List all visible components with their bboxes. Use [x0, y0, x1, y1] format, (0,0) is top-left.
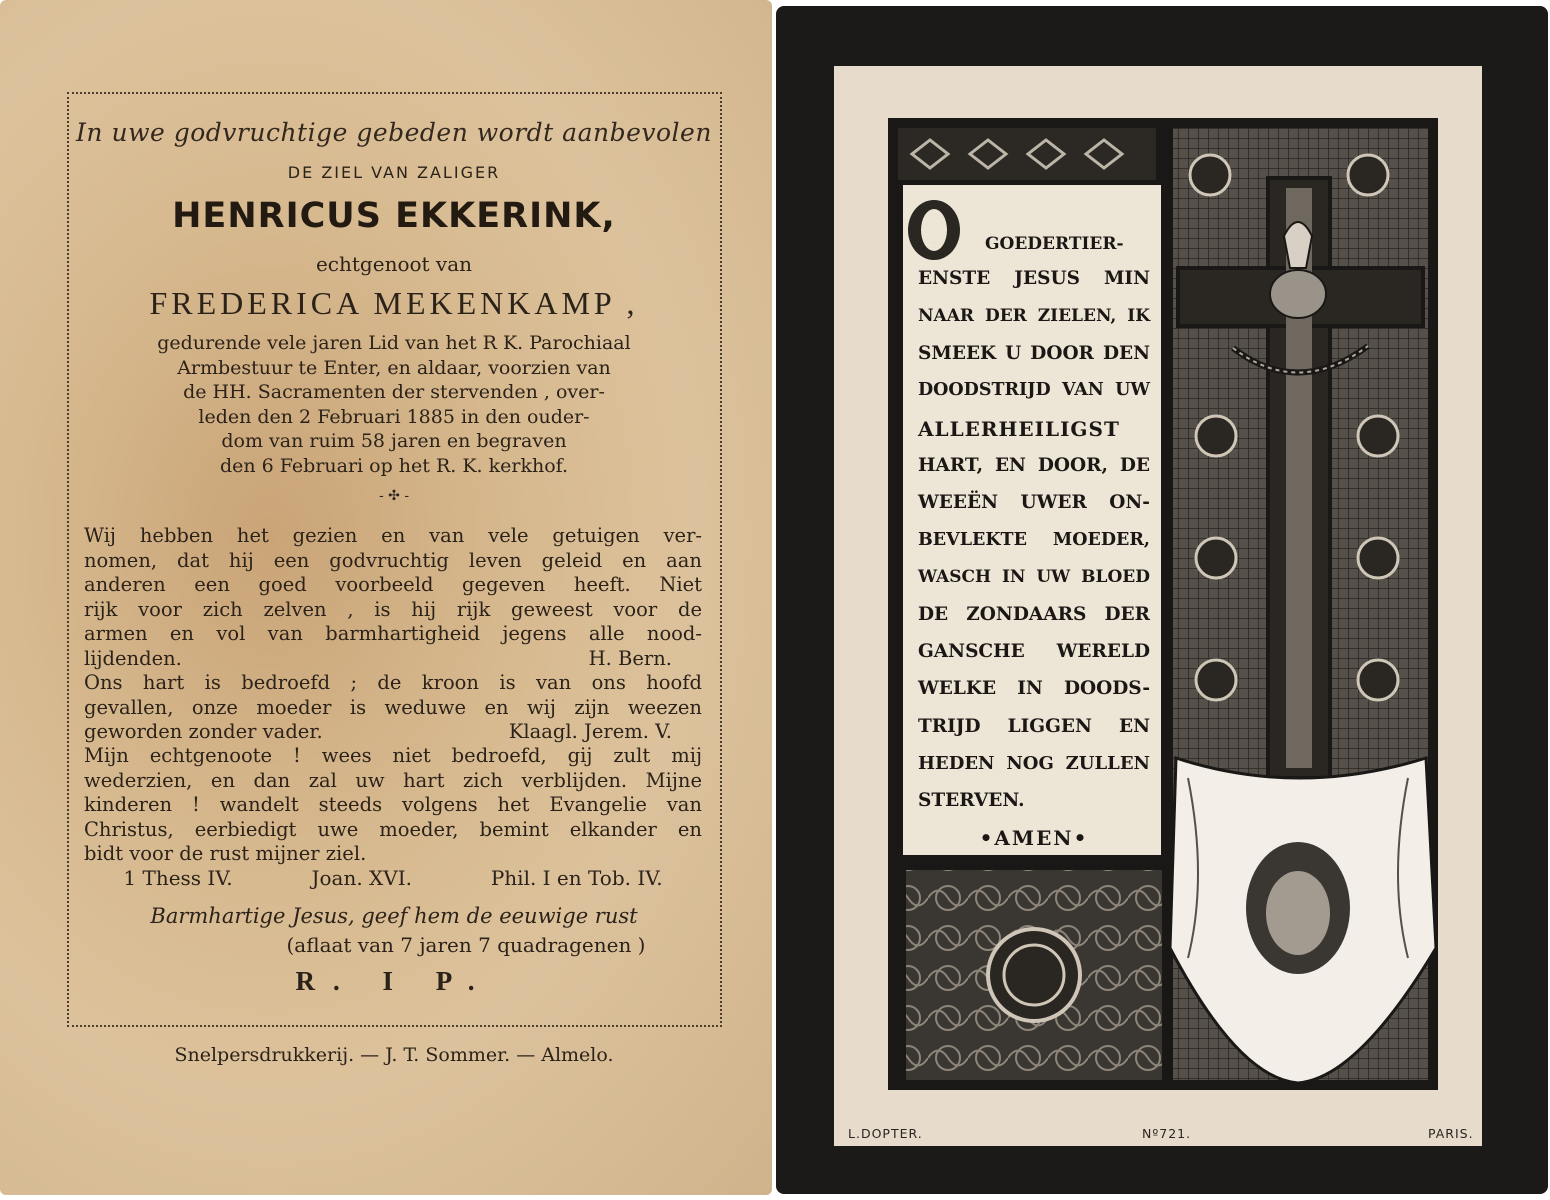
prayer-line: TRIJD LIGGEN EN: [918, 716, 1150, 737]
clover-medallion: [988, 929, 1080, 1021]
text-line: Ons hart is bedroefd ; de kroon is van ons hoofd: [84, 671, 702, 694]
text-line: rijk voor zich zelven , is hij rijk geweest voor de: [84, 597, 702, 621]
prayer-line: WELKE IN DOODS-: [918, 678, 1150, 699]
bio-line: Armbestuur te Enter, en aldaar, voorzien van: [177, 356, 611, 379]
prayer-line: DE ZONDAARS DER: [918, 604, 1150, 625]
bio-line: de HH. Sacramenten der stervenden , over-: [183, 381, 605, 403]
text-line: armen en vol van barmhartigheid jegens alle nood-: [84, 622, 702, 645]
prayer-line: GOEDERTIER-: [985, 234, 1124, 254]
text-line: wederzien, en dan zal uw hart zich verblijden. Mijne: [84, 768, 702, 792]
prayer-line: GANSCHE WERELD: [918, 641, 1150, 662]
ornament-divider: - ✣ -: [378, 488, 410, 504]
prayer-line: SMEEK U DOOR DEN: [918, 343, 1150, 364]
source-ref: H. Bern.: [588, 646, 672, 670]
bio-line: leden den 2 Februari 1885 in den ouder-: [198, 405, 590, 428]
text-line: [84, 647, 702, 672]
dropcap-o: [903, 195, 965, 265]
deceased-name: HENRICUS EKKERINK,: [172, 196, 616, 236]
indulgence-note: (aflaat van 7 jaren 7 quadragenen ): [286, 933, 646, 957]
print-city: PARIS.: [1428, 1126, 1474, 1141]
bio-line: den 6 Februari op het R. K. kerkhof.: [219, 454, 569, 477]
amen: •AMEN•: [979, 826, 1089, 850]
prayer-line: BEVLEKTE MOEDER,: [918, 530, 1150, 550]
text-line: Christus, eerbiedigt uwe moeder, bemint elkander en: [84, 817, 702, 841]
text-end: geworden zonder vader.: [84, 720, 323, 743]
closing-prayer: Barmhartige Jesus, geef hem de eeuwige rust: [150, 904, 638, 928]
text-line: gevallen, onze moeder is weduwe en wij zijn weezen: [84, 695, 702, 719]
soul-line: DE ZIEL VAN ZALIGER: [287, 163, 501, 182]
prayer-line: HEDEN NOG ZULLEN: [918, 753, 1150, 774]
prayer-line: NAAR DER ZIELEN, IK: [918, 306, 1150, 326]
reference: Joan. XVI.: [311, 866, 412, 890]
biography: [68, 331, 720, 478]
reference: Phil. I en Tob. IV.: [490, 866, 663, 890]
dropcap-letter: O: [933, 243, 935, 244]
paragraph-3: [84, 744, 702, 867]
text-end: lijdenden.: [84, 646, 182, 670]
spouse-of: echtgenoot van: [315, 252, 473, 276]
spouse-name: FREDERICA MEKENKAMP ,: [149, 285, 639, 321]
text-line: Mijn echtgenoote ! wees niet bedroefd, gij zult mij: [84, 744, 702, 767]
bible-references: [84, 866, 702, 890]
prayer-line: WASCH IN UW BLOED: [918, 567, 1150, 587]
text-line: nomen, dat hij een godvruchtig leven geleid en aan: [84, 548, 702, 572]
rip: R. I P.: [295, 966, 493, 996]
paragraph-2: [84, 671, 702, 745]
diamond-band: [898, 128, 1156, 180]
text-line: bidt voor de rust mijner ziel.: [84, 842, 367, 865]
bio-line: dom van ruim 58 jaren en begraven: [221, 430, 567, 452]
text-line: Wij hebben het gezien en van vele getuigen ver-: [84, 524, 702, 547]
printer-name: L.DOPTER.: [848, 1126, 923, 1141]
prayer-line: ENSTE JESUS MIN: [918, 268, 1150, 289]
source-ref: Klaagl. Jerem. V.: [508, 720, 672, 743]
printer-credit: Snelpersdrukkerij. — J. T. Sommer. — Almelo.: [174, 1044, 614, 1066]
invocation: In uwe godvruchtige gebeden wordt aanbevolen: [76, 118, 712, 147]
bio-line: gedurende vele jaren Lid van het R K. Parochiaal: [157, 332, 631, 354]
paragraph-1: [84, 524, 702, 671]
text-line: [84, 720, 702, 745]
text-line: anderen een goed voorbeeld gegeven heeft. Niet: [84, 573, 702, 596]
reference: 1 Thess IV.: [123, 866, 233, 890]
prayer-line: DOODSTRIJD VAN UW: [918, 380, 1150, 400]
prayer-line: STERVEN.: [918, 790, 1025, 811]
prayer-line: WEEËN UWER ON-: [918, 492, 1150, 513]
card-number: Nº721.: [1142, 1126, 1192, 1141]
prayer-line: HART, EN DOOR, DE: [918, 455, 1150, 476]
text-line: kinderen ! wandelt steeds volgens het Evangelie van: [84, 793, 702, 816]
prayer-line: ALLERHEILIGST: [918, 417, 1120, 441]
